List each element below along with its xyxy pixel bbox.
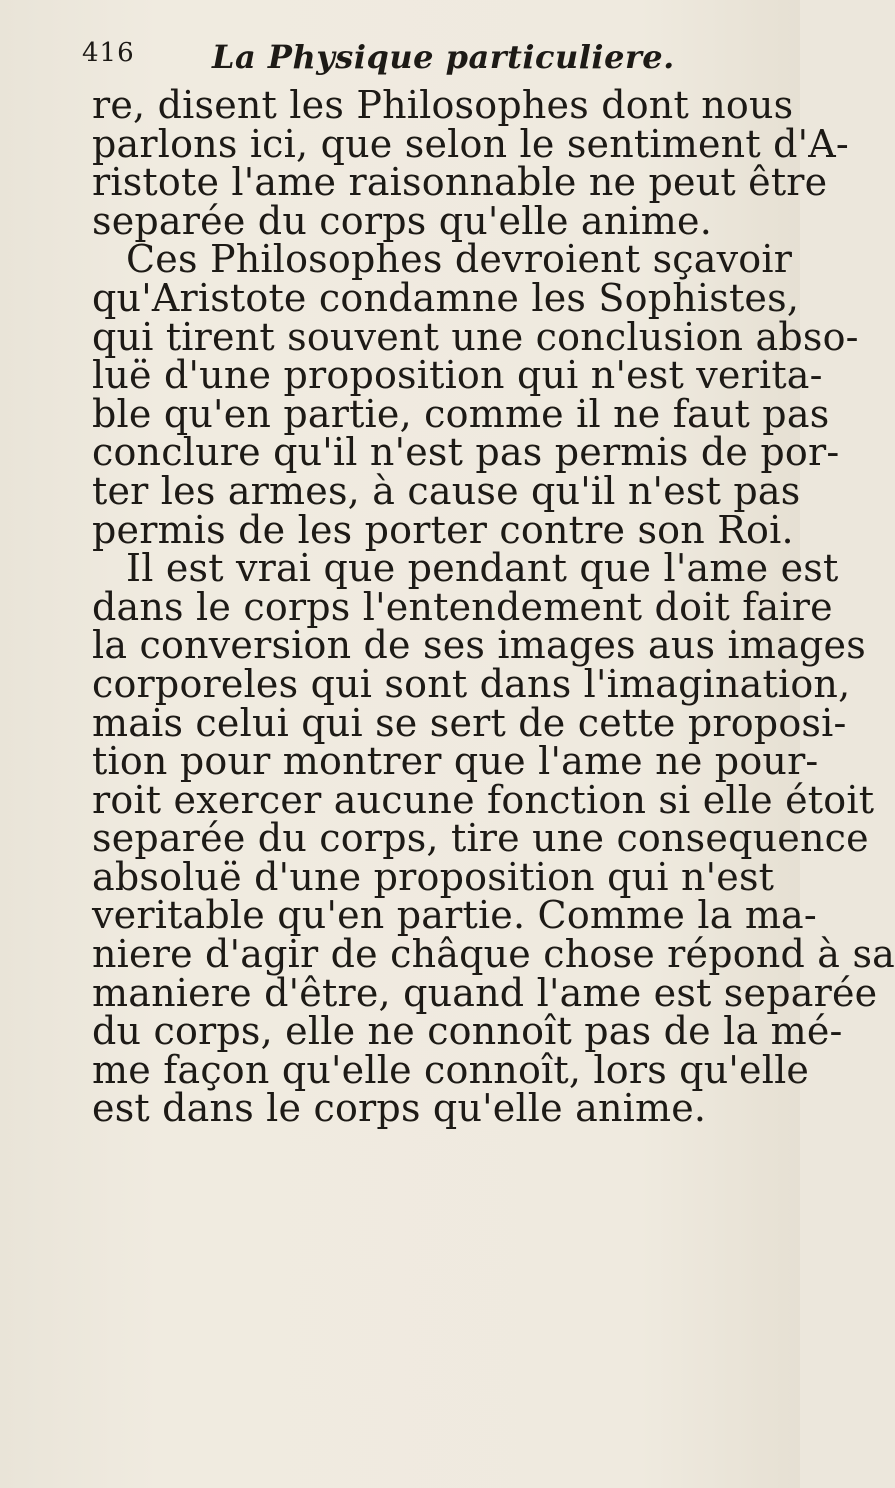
text-line: conclure qu'il n'est pas permis de por- [92, 430, 840, 475]
running-title: La Physique particuliere. [212, 38, 675, 76]
text-line: est dans le corps qu'elle anime. [92, 1086, 707, 1131]
page-header [82, 38, 742, 86]
text-line: me façon qu'elle connoît, lors qu'elle [92, 1047, 810, 1092]
body-text [92, 83, 895, 1131]
text-line: re, disent les Philosophes dont nous [92, 83, 794, 127]
text-line: roit exercer aucune fonction si elle étoit [92, 777, 875, 822]
text-line: absoluë d'une proposition qui n'est [92, 854, 775, 899]
text-line: niere d'agir de châque chose répond à sa [92, 932, 895, 977]
text-line: separée du corps, tire une consequence [92, 816, 869, 861]
text-line: mais celui qui se sert de cette proposi- [92, 700, 847, 745]
text-line: Ces Philosophes devroient sçavoir [126, 237, 793, 282]
text-line: ristote l'ame raisonnable ne peut être [92, 160, 828, 205]
page-number: 416 [82, 38, 135, 68]
text-line: permis de les porter contre son Roi. [92, 507, 794, 552]
text-line: Il est vrai que pendant que l'ame est [126, 546, 839, 591]
text-line: dans le corps l'entendement doit faire [92, 584, 833, 629]
text-line: du corps, elle ne connoît pas de la mé- [92, 1009, 843, 1054]
text-line: ble qu'en partie, comme il ne faut pas [92, 391, 830, 436]
text-line: qu'Aristote condamne les Sophistes, [92, 275, 800, 320]
text-line: parlons ici, que selon le sentiment d'A- [92, 121, 849, 166]
text-line: luë d'une proposition qui n'est verita- [92, 353, 823, 398]
text-line: corporeles qui sont dans l'imagination, [92, 661, 851, 706]
text-line: ter les armes, à cause qu'il n'est pas [92, 468, 801, 513]
text-line: la conversion de ses images aus images [92, 623, 866, 668]
text-line: separée du corps qu'elle anime. [92, 198, 712, 243]
text-line: maniere d'être, quand l'ame est separée [92, 970, 878, 1015]
text-line: qui tirent souvent une conclusion abso- [92, 314, 859, 359]
text-line: tion pour montrer que l'ame ne pour- [92, 739, 819, 784]
text-line: veritable qu'en partie. Comme la ma- [92, 893, 817, 938]
